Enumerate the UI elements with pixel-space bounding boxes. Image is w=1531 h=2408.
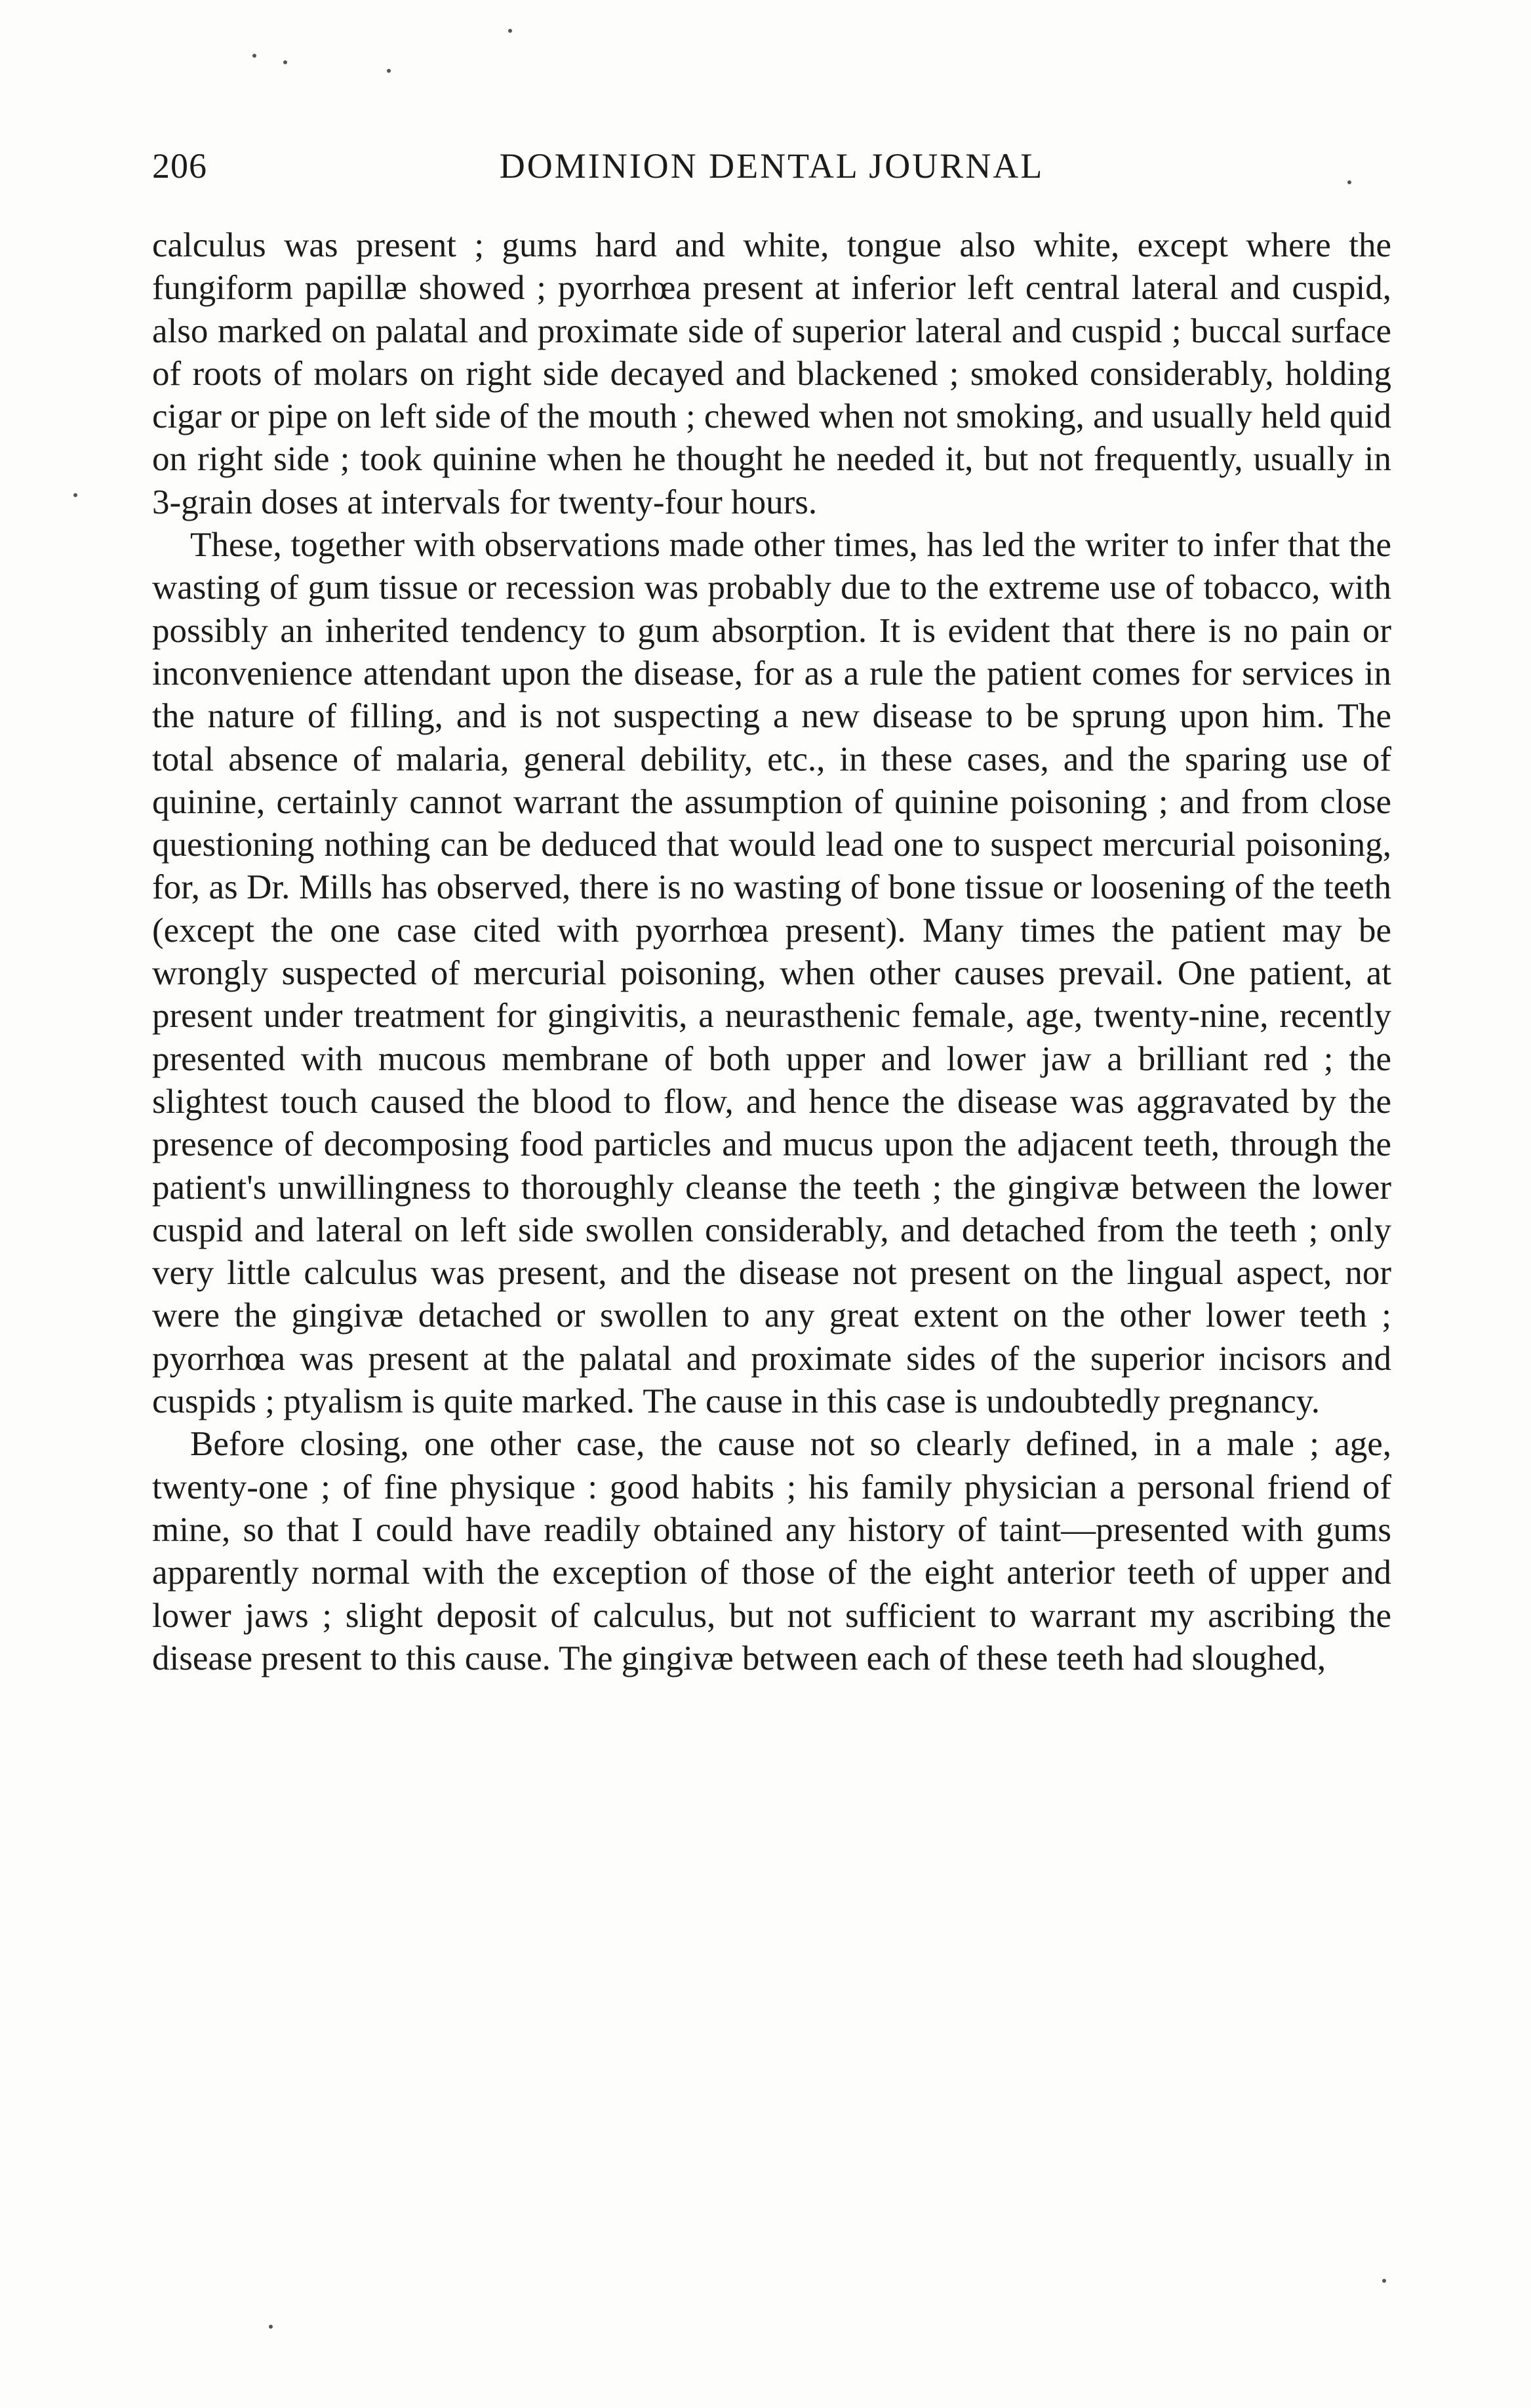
print-speck [269, 2325, 273, 2329]
print-speck [73, 493, 77, 497]
print-speck [1382, 2279, 1386, 2283]
page-number: 206 [152, 146, 207, 186]
page-header [152, 146, 1391, 191]
print-speck [252, 54, 256, 58]
running-title: DOMINION DENTAL JOURNAL [499, 146, 1044, 186]
paragraph-continuation: calculus was present ; gums hard and white, tongue also white, except where the fungiform papillæ showed ; pyorrhœa present at inferior left central lateral and cuspid, also marked on palatal and proximate side of superior lateral and cuspid ; buccal surface of roots of molars on right side decayed and blackened ; smoked considerably, holding cigar or pipe on left side of the mouth ; chewed when not smoking, and usually held quid on right side ; took quinine when he thought he needed it, but not frequently, usually in 3-grain doses at intervals for twenty-four hours. [152, 226, 1391, 521]
print-speck [283, 60, 287, 64]
print-speck [387, 69, 391, 73]
print-speck [508, 29, 512, 33]
paragraph-tobacco-observations: These, together with observations made other times, has led the writer to infer that the wasting of gum tissue or recession was probably due to the extreme use of tobacco, with possibly an inherited tendency to gum absorption. It is evident that there is no pain or inconvenience attendant upon the disease, for as a rule the patient comes for services in the nature of filling, and is not suspecting a new disease to be sprung upon him. The total absence of malaria, general debility, etc., in these cases, and the sparing use of quinine, certainly cannot warrant the assumption of quinine poisoning ; and from close questioning nothing can be deduced that would lead one to suspect mercurial poisoning, for, as Dr. Mills has observed, there is no wasting of bone tissue or loosening of the teeth (except the one case cited with pyorrhœa present). Many times the patient may be wrongly suspected of mercurial poisoning, when other causes prevail. One patient, at present under treatment for gingivitis, a neurasthenic female, age, twenty-nine, recently presented with mucous membrane of both upper and lower jaw a brilliant red ; the slightest touch caused the blood to flow, and hence the disease was aggravated by the presence of decomposing food particles and mucus upon the adjacent teeth, through the patient's unwillingness to thoroughly cleanse the teeth ; the gingivæ between the lower cuspid and lateral on left side swollen considerably, and detached from the teeth ; only very little calculus was present, and the disease not present on the lingual aspect, nor were the gingivæ detached or swollen to any great extent on the other lower teeth ; pyorrhœa was present at the palatal and proximate sides of the superior incisors and cuspids ; ptyalism is quite marked. The cause in this case is undoubtedly pregnancy. [152, 526, 1391, 1421]
paragraph-closing-case: Before closing, one other case, the cause not so clearly defined, in a male ; age, twenty-one ; of fine physique : good habits ; his family physician a personal friend of mine, so that I could have readily obtained any history of taint—presented with gums apparently normal with the exception of those of the eight anterior teeth of upper and lower jaws ; slight deposit of calculus, but not sufficient to warrant my ascribing the disease present to this cause. The gingivæ between each of these teeth had sloughed, [152, 1425, 1391, 1677]
body-text [152, 224, 1391, 1680]
